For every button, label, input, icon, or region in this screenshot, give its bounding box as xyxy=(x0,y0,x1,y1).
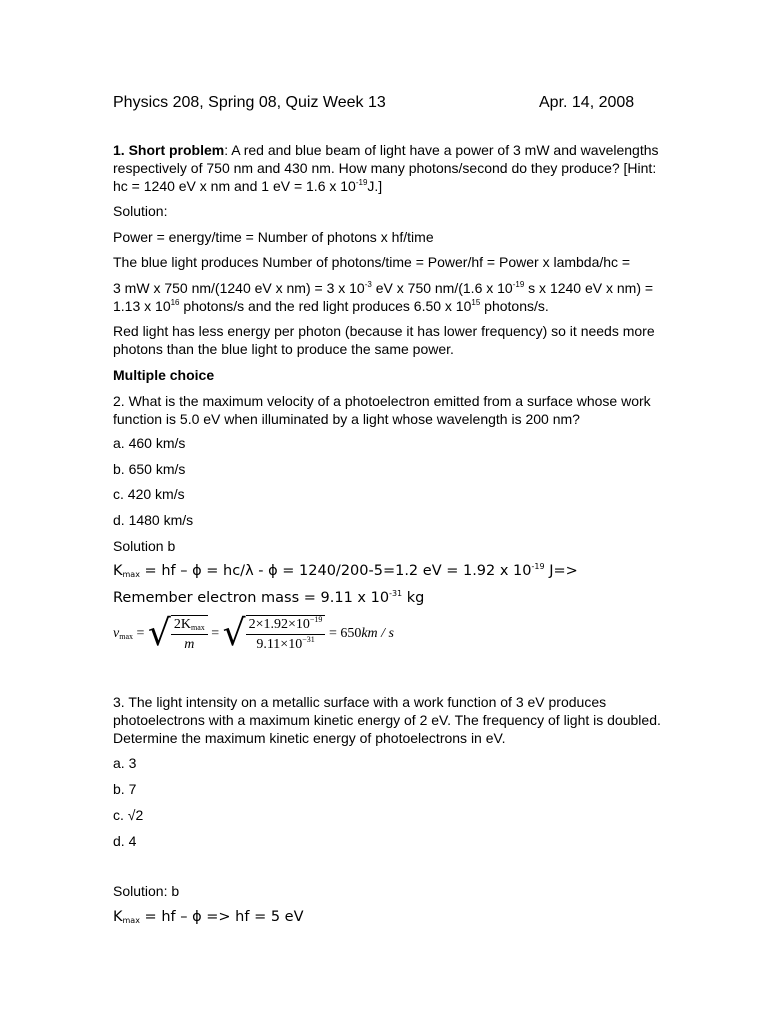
q2-velocity-formula xyxy=(113,614,673,662)
q1-l3-c: s x 1240 eV x nm) = 1.13 x 10 xyxy=(113,280,654,314)
formula-unit: km / s xyxy=(361,626,395,641)
q2-option-c: c. 420 km/s xyxy=(113,486,185,502)
frac2-num-text: 2×1.92×10 xyxy=(248,617,310,632)
q2-k-symbol: K xyxy=(113,563,123,579)
q3-option-c: c. √2 xyxy=(113,807,144,823)
q2-option-b: b. 650 km/s xyxy=(113,461,186,477)
mc-heading: Multiple choice xyxy=(113,367,215,383)
q2-mass-exp: -31 xyxy=(389,589,403,598)
q3-option-b: b. 7 xyxy=(113,781,137,797)
q1-label: 1. Short problem xyxy=(113,142,225,158)
sqrt-icon: √ xyxy=(147,613,171,654)
q2-electron-mass xyxy=(113,589,673,607)
q3-option-a: a. 3 xyxy=(113,755,137,771)
root-2-body xyxy=(246,615,326,653)
frac2-num-exp: −19 xyxy=(309,615,323,624)
formula-eq1: = xyxy=(136,626,145,641)
page-title: Physics 208, Spring 08, Quiz Week 13 xyxy=(113,94,386,111)
fraction-1-num xyxy=(171,616,208,635)
q2-eq1-exp: -19 xyxy=(531,562,545,571)
q1-l3-f: photons/s. xyxy=(480,298,549,314)
q1-line-3 xyxy=(113,279,673,315)
q3-eq: = hf – ϕ => hf = 5 eV xyxy=(139,909,304,925)
q1-exponent: -19 xyxy=(355,178,368,187)
q1-explanation: Red light has less energy per photon (because it has lower frequency) so it needs more photons than the blue light to produce the same power. xyxy=(113,323,655,357)
mc-heading-wrap xyxy=(113,366,673,384)
formula-root-2 xyxy=(223,614,326,654)
q1-line-1: Power = energy/time = Number of photons x hf/time xyxy=(113,229,434,245)
q2-mass-a: Remember electron mass = 9.11 x 10 xyxy=(113,590,390,606)
frac1-num-text: 2K xyxy=(173,617,191,632)
formula-root-1 xyxy=(148,614,208,654)
fraction-2-num xyxy=(246,616,326,635)
page-header xyxy=(113,94,673,112)
frac2-den-exp: −31 xyxy=(302,635,315,644)
q1-l3-a: 3 mW x 750 nm/(1240 eV x nm) = 3 x 10 xyxy=(113,280,365,296)
q3-option-d: d. 4 xyxy=(113,833,137,849)
q2-solution: Solution b xyxy=(113,538,176,554)
q3-prompt: 3. The light intensity on a metallic surface with a work function of 3 eV produces photoelectrons with a maximum kinetic energy of 2 eV. The frequency of light is doubled. Determine the maximum kinetic energy of photoelectrons in eV. xyxy=(113,694,661,746)
frac1-num-sub: max xyxy=(190,623,205,632)
sqrt-icon: √ xyxy=(222,613,246,654)
q3-k-subscript: max xyxy=(122,916,140,925)
root-1-body xyxy=(171,615,208,653)
q1-l3-exp3: 16 xyxy=(170,298,180,307)
q2-option-d: d. 1480 km/s xyxy=(113,512,194,528)
q2-prompt: 2. What is the maximum velocity of a photoelectron emitted from a surface whose work function is 5.0 eV when illuminated by a light whose wavelength is 200 nm? xyxy=(113,393,651,427)
q3-solution: Solution: b xyxy=(113,883,180,899)
q1-l3-d: photons/s and the red light produces 6.50 x 10 xyxy=(179,298,472,314)
formula-result: = 650 xyxy=(328,626,362,641)
fraction-1-den: m xyxy=(184,637,195,652)
formula-v xyxy=(113,625,133,643)
q1-l3-exp1: -3 xyxy=(364,280,372,289)
formula-eq2: = xyxy=(211,626,220,641)
q3-k-symbol: K xyxy=(113,909,123,925)
q1-text-b: J.] xyxy=(367,178,383,194)
fraction-2 xyxy=(246,616,326,653)
page-date: Apr. 14, 2008 xyxy=(539,94,635,111)
q2-k-subscript: max xyxy=(122,570,140,579)
q2-eq1-a: = hf – ϕ = hc/λ - ϕ = 1240/200-5=1.2 eV = 1.92 x 10 xyxy=(139,563,532,579)
q1-solution-label: Solution: xyxy=(113,203,168,219)
q2-eq1-b: J=> xyxy=(544,563,578,579)
q2-kmax-equation xyxy=(113,562,673,580)
q1-text-a: : A red and blue beam of light have a power of 3 mW and wavelengths respectively of 750 nm and 430 nm. How many photons/second do they produce? [Hint: hc = 1240 eV x nm and 1 eV = 1.6 x 10 xyxy=(113,142,659,194)
q1-line-2: The blue light produces Number of photons/time = Power/hf = Power x lambda/hc = xyxy=(113,254,631,270)
formula-v-sub: max xyxy=(119,632,133,641)
q1-l3-exp2: -19 xyxy=(512,280,525,289)
q2-option-a: a. 460 km/s xyxy=(113,435,186,451)
q3-kmax-equation xyxy=(113,908,673,926)
frac2-den-text: 9.11×10 xyxy=(256,637,303,652)
fraction-1 xyxy=(171,616,208,653)
q1-prompt xyxy=(113,141,673,195)
q1-l3-exp4: 15 xyxy=(471,298,481,307)
fraction-2-den xyxy=(246,635,326,653)
formula-v-symbol: v xyxy=(113,626,120,641)
q1-l3-b: eV x 750 nm/(1.6 x 10 xyxy=(371,280,513,296)
q2-mass-b: kg xyxy=(402,590,425,606)
